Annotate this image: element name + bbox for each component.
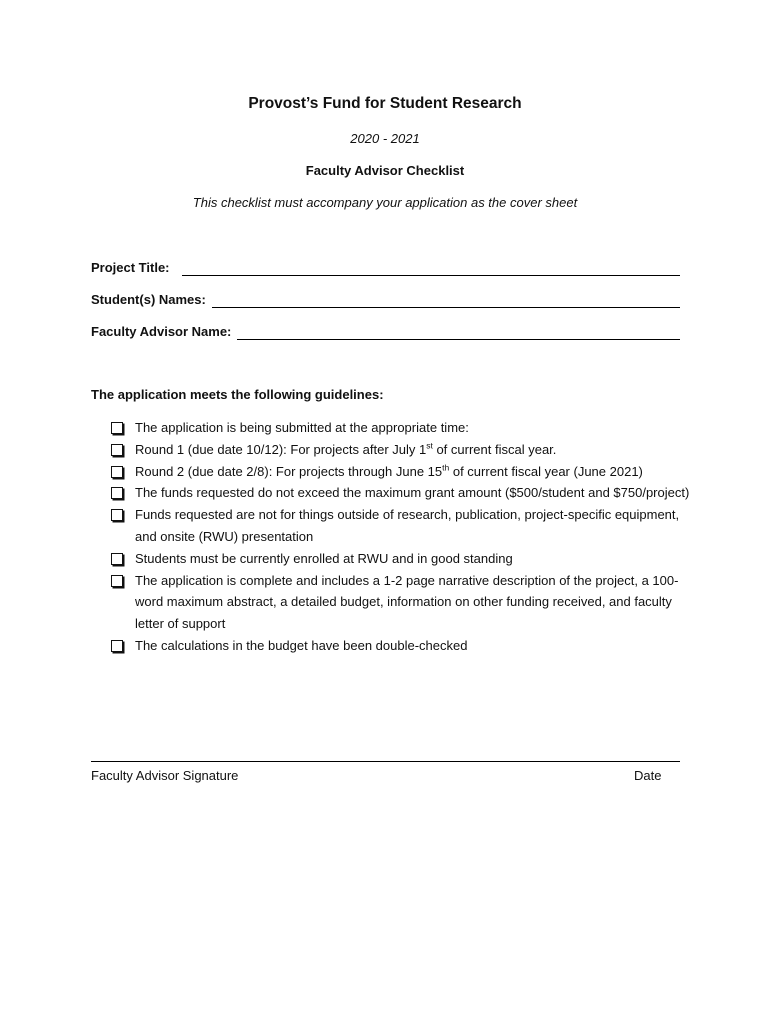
checkbox[interactable]: [111, 509, 123, 521]
checklist-item-text: Round 2 (due date 2/8): For projects through June 15th of current fiscal year (June 2021): [135, 462, 643, 479]
student-names-row: [91, 290, 680, 308]
instruction-text: This checklist must accompany your application as the cover sheet: [192, 195, 578, 210]
student-names-label: Student(s) Names:: [91, 292, 206, 307]
checklist-item-text: Funds requested are not for things outside of research, publication, project-specific equipment, and onsite (RWU) presentation: [135, 507, 680, 544]
date-label: Date: [634, 768, 662, 783]
checklist-item-text: The application is being submitted at the appropriate time:: [135, 420, 469, 435]
checklist-item-text: Round 1 (due date 10/12): For projects after July 1st of current fiscal year.: [135, 440, 557, 457]
checklist-item: [111, 548, 691, 570]
checklist-item: [111, 461, 691, 483]
checkbox[interactable]: [111, 466, 123, 478]
checklist-item: [111, 417, 691, 439]
project-title-row: [91, 258, 680, 276]
checkbox[interactable]: [111, 575, 123, 587]
checklist-item: [111, 482, 691, 504]
checkbox[interactable]: [111, 553, 123, 565]
checkbox[interactable]: [111, 422, 123, 434]
signature-label: Faculty Advisor Signature: [91, 768, 239, 783]
checklist-item: [111, 570, 691, 635]
faculty-advisor-label: Faculty Advisor Name:: [91, 324, 232, 339]
checklist-item-text: Students must be currently enrolled at RWU and in good standing: [135, 550, 513, 566]
academic-year: 2020 - 2021: [350, 131, 420, 146]
checklist-item-text: The funds requested do not exceed the maximum grant amount ($500/student and $750/project): [135, 485, 690, 501]
project-title-label: Project Title:: [91, 260, 170, 275]
guidelines-heading: The application meets the following guidelines:: [91, 387, 384, 402]
checkbox[interactable]: [111, 487, 123, 499]
checklist-item: [111, 635, 691, 657]
project-title-field[interactable]: [182, 260, 680, 276]
faculty-advisor-row: [91, 322, 680, 340]
guidelines-checklist: [111, 417, 691, 657]
document-subtitle: Faculty Advisor Checklist: [305, 163, 465, 178]
checkbox[interactable]: [111, 444, 123, 456]
document-title: Provost’s Fund for Student Research: [248, 95, 522, 112]
checklist-item: [111, 439, 691, 461]
checkbox[interactable]: [111, 640, 123, 652]
signature-line[interactable]: [91, 761, 680, 762]
faculty-advisor-field[interactable]: [237, 324, 680, 340]
checklist-item: [111, 504, 691, 548]
student-names-field[interactable]: [212, 292, 680, 308]
checklist-item-text: The application is complete and includes a 1-2 page narrative description of the project, a 100-word maximum abstract, a detailed budget, information on other funding received, and faculty letter of support: [135, 572, 679, 632]
checklist-item-text: The calculations in the budget have been double-checked: [135, 637, 468, 653]
